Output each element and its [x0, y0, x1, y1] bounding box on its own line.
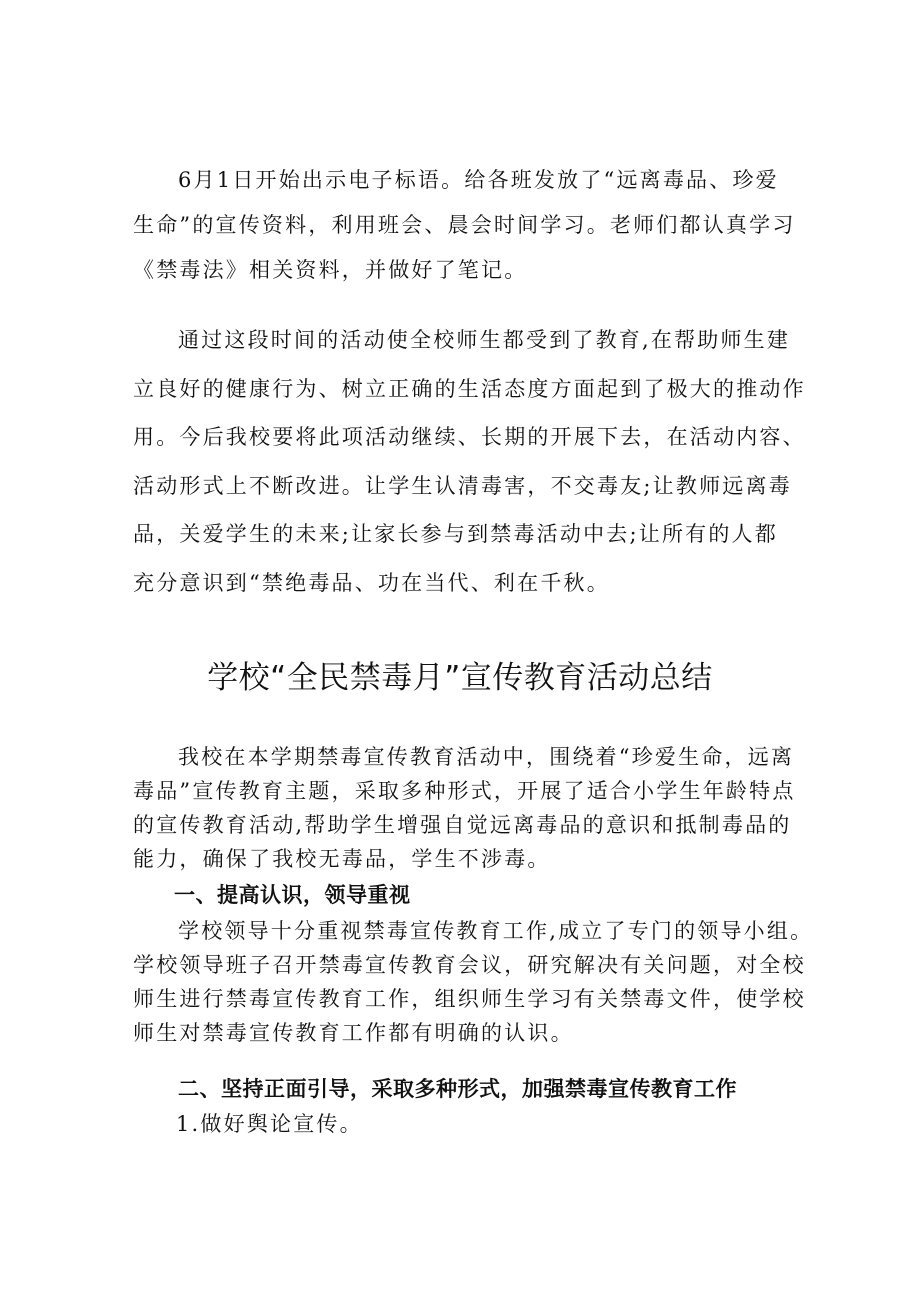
section-two-item-1: 1.做好舆论宣传。 — [176, 1112, 363, 1136]
intro-paragraph — [133, 740, 796, 876]
section-one-paragraph — [133, 914, 814, 1050]
paragraph-line: 师生对禁毒宣传教育工作都有明确的认识。 — [133, 1021, 574, 1045]
paragraph-line: 生命”的宣传资料，利用班会、晨会时间学习。老师们都认真学习 — [133, 213, 796, 237]
paragraph-line: 活动形式上不断改进。让学生认清毒害，不交毒友;让教师远离毒 — [133, 473, 792, 498]
paragraph-line: 品，关爱学生的未来;让家长参与到禁毒活动中去;让所有的人都 — [133, 522, 778, 546]
section-one-heading: 一、提高认识，领导重视 — [174, 883, 411, 907]
conclusion-paragraph — [133, 316, 806, 607]
paragraph-line: 师生进行禁毒宣传教育工作，组织师生学习有关禁毒文件，使学校 — [133, 987, 806, 1011]
paragraph-line: 《禁毒法》相关资料，并做好了笔记。 — [133, 258, 528, 282]
paragraph-line: 学校领导十分重视禁毒宣传教育工作,成立了专门的领导小组。 — [178, 919, 814, 943]
carryover-paragraph — [133, 158, 796, 293]
paragraph-line: 我校在本学期禁毒宣传教育活动中，围绕着“珍爱生命，远离 — [178, 745, 795, 769]
paragraph-line: 的宣传教育活动,帮助学生增强自觉远离毒品的意识和抵制毒品的 — [133, 813, 792, 837]
paragraph-line: 充分意识到“禁绝毒品、功在当代、利在千秋。 — [133, 570, 610, 595]
paragraph-line: 立良好的健康行为、树立正确的生活态度方面起到了极大的推动作 — [133, 376, 806, 401]
paragraph-line: 毒品”宣传教育主题，采取多种形式，开展了适合小学生年龄特点 — [133, 779, 796, 803]
paragraph-line: 6月1日开始出示电子标语。给各班发放了“远离毒品、珍爱 — [178, 168, 779, 192]
document-title: 学校“全民禁毒月”宣传教育活动总结 — [207, 660, 713, 696]
paragraph-line: 用。今后我校要将此项活动继续、长期的开展下去，在活动内容、 — [133, 425, 806, 449]
section-two-heading: 二、坚持正面引导，采取多种形式，加强禁毒宣传教育工作 — [178, 1077, 737, 1101]
paragraph-line: 通过这段时间的活动使全校师生都受到了教育,在帮助师生建 — [178, 328, 791, 352]
paragraph-line: 学校领导班子召开禁毒宣传教育会议，研究解决有关问题，对全校 — [133, 953, 806, 977]
paragraph-line: 能力，确保了我校无毒品，学生不涉毒。 — [133, 847, 551, 871]
